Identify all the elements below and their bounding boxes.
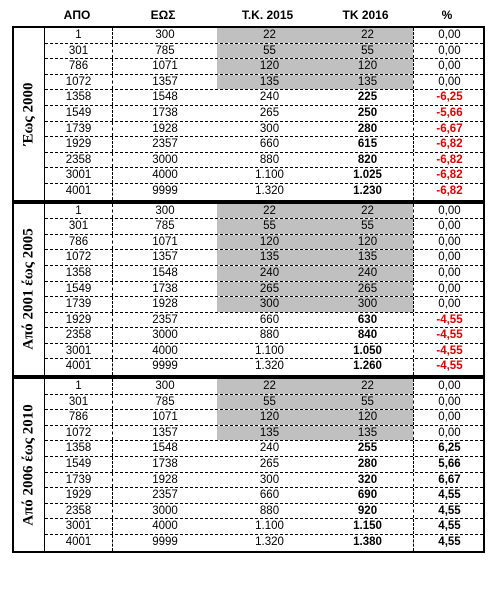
cell-tk2015: 1.100 xyxy=(255,169,284,182)
header-row xyxy=(12,4,485,26)
table-row xyxy=(45,219,483,235)
cell-tk2015: 1.100 xyxy=(255,520,284,533)
cell-eos: 9999 xyxy=(152,536,178,548)
cell-pct: -5,66 xyxy=(413,106,485,121)
table-row xyxy=(45,122,483,138)
cell-apo: 3001 xyxy=(45,344,113,359)
cell-tk2015: 240 xyxy=(259,91,280,104)
cell-pct: 4,55 xyxy=(413,488,485,503)
table-row xyxy=(45,297,483,313)
cell-eos: 9999 xyxy=(152,184,178,197)
cell-tk2016: 255 xyxy=(357,442,378,455)
cell-apo: 3001 xyxy=(45,519,113,534)
cell-tk2016: 1.025 xyxy=(353,169,382,182)
cell-tk2016: 300 xyxy=(357,298,378,311)
table-row xyxy=(45,410,483,426)
cell-apo: 2358 xyxy=(45,504,113,519)
table-row xyxy=(45,59,483,75)
table-row xyxy=(45,395,483,411)
cell-apo: 1929 xyxy=(45,313,113,328)
group-rows xyxy=(45,379,483,551)
cell-eos: 3000 xyxy=(152,329,178,342)
cell-tk2016: 240 xyxy=(357,266,378,279)
cell-apo: 2358 xyxy=(45,153,113,168)
table-row xyxy=(45,153,483,169)
cell-apo: 301 xyxy=(45,395,113,410)
table-row xyxy=(45,44,483,60)
cell-tk2016: 55 xyxy=(361,395,374,408)
cell-tk2016: 1.150 xyxy=(353,520,382,533)
group-2 xyxy=(12,202,485,378)
cell-tk2015: 22 xyxy=(263,29,276,41)
cell-apo: 1358 xyxy=(45,441,113,456)
cell-apo: 1929 xyxy=(45,137,113,152)
cell-eos: 300 xyxy=(155,29,175,41)
group-label-cell xyxy=(14,28,45,200)
cell-tk2015: 55 xyxy=(263,220,276,233)
cell-pct: 6,25 xyxy=(413,441,485,456)
cell-eos: 1928 xyxy=(152,298,178,311)
table-row xyxy=(45,504,483,520)
table-row xyxy=(45,457,483,473)
cell-pct: 0,00 xyxy=(413,75,485,90)
cell-pct: -6,82 xyxy=(413,168,485,183)
cell-tk2015: 1.320 xyxy=(255,360,284,373)
cell-eos: 4000 xyxy=(152,520,178,533)
cell-tk2016: 250 xyxy=(357,106,378,119)
table-row xyxy=(45,328,483,344)
cell-pct: 0,00 xyxy=(413,297,485,312)
cell-pct: -6,25 xyxy=(413,90,485,105)
cell-tk2016: 120 xyxy=(357,60,378,73)
cell-tk2015: 880 xyxy=(259,153,280,166)
cell-eos: 1738 xyxy=(152,458,178,471)
cell-tk2015: 880 xyxy=(259,504,280,517)
cell-tk2016: 320 xyxy=(357,473,378,486)
cell-tk2015: 300 xyxy=(259,473,280,486)
cell-apo: 2358 xyxy=(45,328,113,343)
cell-pct: -4,55 xyxy=(413,344,485,359)
cell-tk2016: 22 xyxy=(361,204,374,217)
table-row xyxy=(45,426,483,442)
cell-apo: 1549 xyxy=(45,457,113,472)
cell-tk2015: 265 xyxy=(259,282,280,295)
cell-eos: 2357 xyxy=(152,138,178,151)
cell-pct: 0,00 xyxy=(413,426,485,441)
cell-eos: 9999 xyxy=(152,360,178,373)
table-row xyxy=(45,266,483,282)
cell-tk2015: 55 xyxy=(263,395,276,408)
table-row xyxy=(45,90,483,106)
table-row xyxy=(45,359,483,375)
table-row xyxy=(45,235,483,251)
cell-eos: 1357 xyxy=(152,75,178,88)
table-row xyxy=(45,204,483,220)
table-row xyxy=(45,313,483,329)
cell-eos: 1357 xyxy=(152,251,178,264)
cell-apo: 1739 xyxy=(45,122,113,137)
cell-tk2016: 225 xyxy=(357,91,378,104)
cell-tk2016: 22 xyxy=(361,380,374,393)
table-row xyxy=(45,184,483,200)
cell-apo: 1739 xyxy=(45,473,113,488)
cell-tk2016: 630 xyxy=(357,313,378,326)
cell-apo: 1 xyxy=(45,28,113,43)
cell-pct: 0,00 xyxy=(413,395,485,410)
cell-tk2016: 1.050 xyxy=(353,344,382,357)
table-row xyxy=(45,137,483,153)
cell-tk2016: 280 xyxy=(357,122,378,135)
cell-apo: 1072 xyxy=(45,426,113,441)
table-row xyxy=(45,473,483,489)
groups-container xyxy=(12,26,485,553)
cell-tk2015: 55 xyxy=(263,44,276,57)
group-label-cell xyxy=(14,379,45,551)
cell-tk2015: 660 xyxy=(259,489,280,502)
header-tk2015: Τ.Κ. 2015 xyxy=(241,8,294,22)
cell-pct: -6,82 xyxy=(413,184,485,200)
cell-eos: 785 xyxy=(155,44,175,57)
cell-eos: 1357 xyxy=(152,426,178,439)
cell-eos: 1928 xyxy=(152,473,178,486)
cell-eos: 2357 xyxy=(152,489,178,502)
table-row xyxy=(45,519,483,535)
cell-tk2015: 135 xyxy=(259,75,280,88)
cell-tk2016: 55 xyxy=(361,44,374,57)
header-pct: % xyxy=(441,8,453,22)
cell-apo: 1929 xyxy=(45,488,113,503)
cell-pct: 4,55 xyxy=(413,535,485,551)
cell-pct: 0,00 xyxy=(413,282,485,297)
cell-tk2015: 120 xyxy=(259,60,280,73)
cell-pct: -6,82 xyxy=(413,153,485,168)
group-label: Από 2006 έως 2010 xyxy=(20,404,37,526)
cell-tk2015: 300 xyxy=(259,122,280,135)
cell-eos: 4000 xyxy=(152,169,178,182)
cell-eos: 1738 xyxy=(152,282,178,295)
tariff-table xyxy=(12,4,485,553)
table-row xyxy=(45,344,483,360)
cell-apo: 4001 xyxy=(45,535,113,551)
cell-tk2015: 22 xyxy=(263,380,276,393)
cell-tk2015: 135 xyxy=(259,426,280,439)
group-rows xyxy=(45,28,483,200)
cell-tk2016: 22 xyxy=(361,29,374,41)
cell-tk2016: 135 xyxy=(357,251,378,264)
cell-eos: 1071 xyxy=(152,411,178,424)
cell-eos: 1548 xyxy=(152,442,178,455)
cell-pct: 0,00 xyxy=(413,379,485,394)
cell-tk2016: 135 xyxy=(357,426,378,439)
cell-tk2016: 920 xyxy=(357,504,378,517)
cell-tk2016: 265 xyxy=(357,282,378,295)
cell-tk2015: 1.320 xyxy=(255,184,284,197)
header-apo: ΑΠΟ xyxy=(63,8,91,22)
cell-apo: 786 xyxy=(45,59,113,74)
table-row xyxy=(45,282,483,298)
cell-eos: 3000 xyxy=(152,504,178,517)
group-3 xyxy=(12,377,485,553)
cell-pct: -4,55 xyxy=(413,359,485,375)
cell-pct: 0,00 xyxy=(413,250,485,265)
cell-pct: 4,55 xyxy=(413,504,485,519)
cell-apo: 4001 xyxy=(45,359,113,375)
cell-eos: 1548 xyxy=(152,266,178,279)
cell-apo: 1072 xyxy=(45,250,113,265)
cell-eos: 785 xyxy=(155,395,175,408)
cell-tk2016: 55 xyxy=(361,220,374,233)
header-tk2016: ΤΚ 2016 xyxy=(342,8,389,22)
table-row xyxy=(45,106,483,122)
cell-pct: 0,00 xyxy=(413,410,485,425)
cell-pct: 0,00 xyxy=(413,235,485,250)
cell-pct: -6,67 xyxy=(413,122,485,137)
cell-tk2016: 690 xyxy=(357,489,378,502)
cell-pct: 0,00 xyxy=(413,266,485,281)
cell-pct: 4,55 xyxy=(413,519,485,534)
cell-tk2015: 1.100 xyxy=(255,344,284,357)
cell-eos: 1071 xyxy=(152,235,178,248)
group-label: Από 2001 έως 2005 xyxy=(20,228,37,351)
cell-tk2015: 120 xyxy=(259,235,280,248)
table-row xyxy=(45,535,483,551)
header-eos: ΕΩΣ xyxy=(150,8,176,22)
cell-apo: 301 xyxy=(45,44,113,59)
cell-tk2016: 135 xyxy=(357,75,378,88)
cell-eos: 2357 xyxy=(152,313,178,326)
cell-pct: 0,00 xyxy=(413,219,485,234)
cell-tk2016: 1.260 xyxy=(353,360,382,373)
cell-tk2015: 22 xyxy=(263,204,276,217)
cell-apo: 786 xyxy=(45,235,113,250)
cell-tk2015: 660 xyxy=(259,138,280,151)
cell-tk2015: 135 xyxy=(259,251,280,264)
cell-pct: 5,66 xyxy=(413,457,485,472)
cell-eos: 300 xyxy=(155,380,175,393)
cell-tk2016: 615 xyxy=(357,138,378,151)
cell-apo: 4001 xyxy=(45,184,113,200)
cell-apo: 1 xyxy=(45,204,113,219)
cell-apo: 1739 xyxy=(45,297,113,312)
cell-tk2016: 840 xyxy=(357,329,378,342)
table-row xyxy=(45,441,483,457)
table-row xyxy=(45,250,483,266)
cell-apo: 1358 xyxy=(45,90,113,105)
cell-apo: 3001 xyxy=(45,168,113,183)
cell-eos: 1928 xyxy=(152,122,178,135)
cell-eos: 1548 xyxy=(152,91,178,104)
cell-eos: 785 xyxy=(155,220,175,233)
cell-tk2016: 280 xyxy=(357,458,378,471)
cell-tk2015: 265 xyxy=(259,106,280,119)
cell-tk2015: 265 xyxy=(259,458,280,471)
cell-pct: 0,00 xyxy=(413,28,485,43)
cell-pct: 6,67 xyxy=(413,473,485,488)
table-row xyxy=(45,379,483,395)
table-row xyxy=(45,28,483,44)
cell-apo: 301 xyxy=(45,219,113,234)
cell-pct: -4,55 xyxy=(413,328,485,343)
cell-eos: 4000 xyxy=(152,344,178,357)
cell-eos: 1071 xyxy=(152,60,178,73)
cell-apo: 1549 xyxy=(45,106,113,121)
cell-pct: 0,00 xyxy=(413,204,485,219)
cell-tk2016: 120 xyxy=(357,235,378,248)
group-1 xyxy=(12,26,485,202)
cell-tk2015: 300 xyxy=(259,298,280,311)
table-row xyxy=(45,488,483,504)
cell-pct: -6,82 xyxy=(413,137,485,152)
cell-tk2016: 120 xyxy=(357,411,378,424)
cell-apo: 1549 xyxy=(45,282,113,297)
cell-eos: 300 xyxy=(155,204,175,217)
cell-apo: 1072 xyxy=(45,75,113,90)
cell-tk2015: 880 xyxy=(259,329,280,342)
cell-pct: 0,00 xyxy=(413,59,485,74)
cell-eos: 1738 xyxy=(152,106,178,119)
cell-pct: 0,00 xyxy=(413,44,485,59)
group-label-cell xyxy=(14,204,45,376)
cell-pct: -4,55 xyxy=(413,313,485,328)
group-rows xyxy=(45,204,483,376)
cell-tk2016: 1.380 xyxy=(353,536,382,548)
cell-tk2016: 820 xyxy=(357,153,378,166)
cell-tk2016: 1.230 xyxy=(353,184,382,197)
cell-eos: 3000 xyxy=(152,153,178,166)
table-row xyxy=(45,168,483,184)
cell-tk2015: 1.320 xyxy=(255,536,284,548)
cell-apo: 1358 xyxy=(45,266,113,281)
group-label: Έως 2000 xyxy=(20,82,37,146)
cell-tk2015: 240 xyxy=(259,266,280,279)
cell-tk2015: 240 xyxy=(259,442,280,455)
cell-tk2015: 120 xyxy=(259,411,280,424)
table-row xyxy=(45,75,483,91)
cell-apo: 786 xyxy=(45,410,113,425)
cell-apo: 1 xyxy=(45,379,113,394)
cell-tk2015: 660 xyxy=(259,313,280,326)
